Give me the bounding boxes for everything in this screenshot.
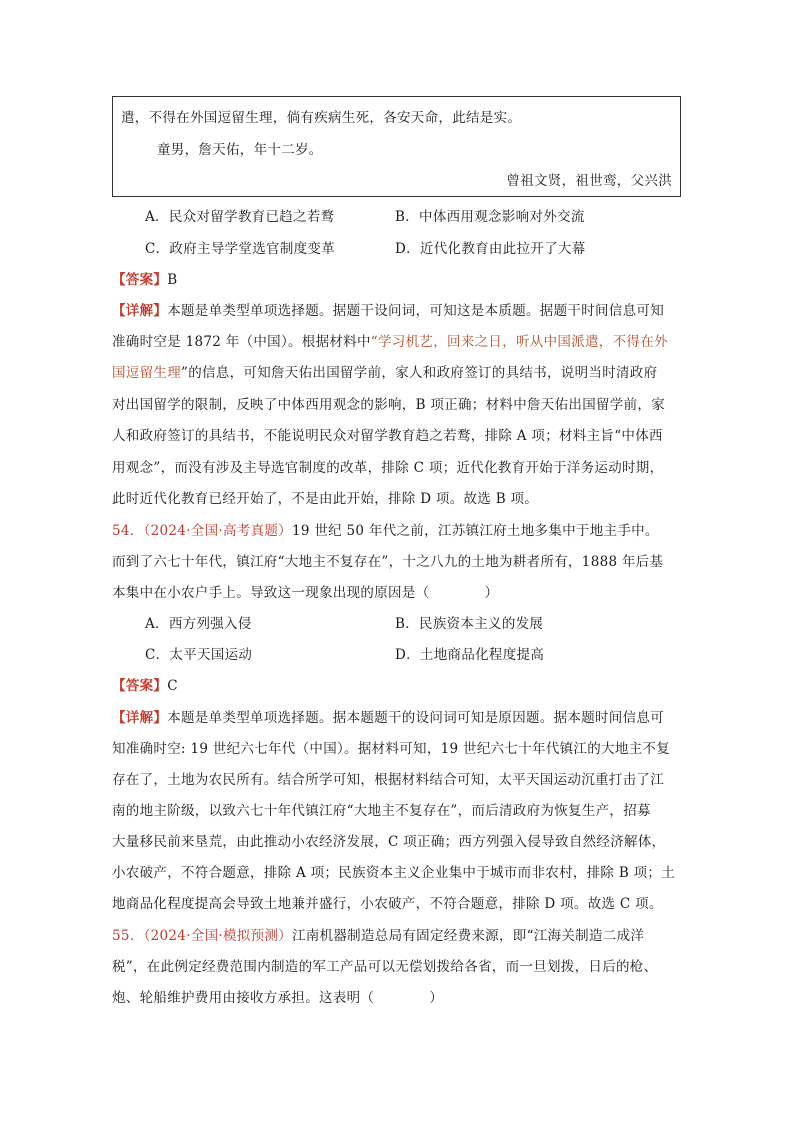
q53-option-c: C．政府主导学堂选官制度变革 xyxy=(145,241,336,257)
q54-detail-line-7: 地商品化程度提高会导致土地兼并盛行，小农破产，不符合题意，排除 D 项。故选 C 项。 xyxy=(112,896,663,912)
q54-stem-line-1 xyxy=(112,522,659,540)
detail-text: 本题是单类型单项选择题。据题干设问词，可知这是本质题。据题干时间信息可知 xyxy=(167,303,665,319)
q54-option-d: D．土地商品化程度提高 xyxy=(395,647,545,663)
source-quote-box xyxy=(112,96,681,197)
q55-stem-line-1 xyxy=(112,927,644,945)
q54-detail-line-3: 存在了，土地为农民所有。结合所学可知，根据材料结合可知，太平天国运动沉重打击了江 xyxy=(112,772,664,788)
q54-detail-line-1 xyxy=(112,709,664,727)
q54-stem-line-2: 而到了六七十年代，镇江府“大地主不复存在”，十之八九的土地为耕者所有，1888 年后基 xyxy=(112,554,664,570)
q54-detail-line-6: 小农破产，不符合题意，排除 A 项；民族资本主义企业集中于城市而非农村，排除 B 项；土 xyxy=(112,865,676,881)
question-stem: 江南机器制造总局有固定经费来源，即“江海关制造二成洋 xyxy=(291,928,645,944)
quote-line-1: 遣，不得在外国逗留生理，倘有疾病生死，各安天命，此结是实。 xyxy=(121,110,522,126)
question-number: 55． xyxy=(112,928,144,944)
detail-label: 【详解】 xyxy=(112,303,168,319)
q53-detail-line-1 xyxy=(112,302,664,320)
q54-option-a: A．西方列强入侵 xyxy=(145,616,252,632)
answer-label: 【答案】 xyxy=(112,678,168,694)
q53-detail-line-5: 人和政府签订的具结书，不能说明民众对留学教育趋之若鹜，排除 A 项；材料主旨“中体西 xyxy=(112,428,663,444)
q53-detail-line-6: 用观念”，而没有涉及主导选官制度的改革，排除 C 项；近代化教育开始于洋务运动时期， xyxy=(112,460,664,476)
q53-detail-line-3 xyxy=(112,364,657,382)
answer-label: 【答案】 xyxy=(112,272,168,288)
detail-label: 【详解】 xyxy=(112,710,168,726)
question-source: （2024·全国·模拟预测） xyxy=(143,928,292,944)
answer-value: C xyxy=(167,678,178,694)
detail-quote: 国逗留生理 xyxy=(112,365,181,381)
q53-option-b: B．中体西用观念影响对外交流 xyxy=(395,209,585,225)
q54-stem-line-3: 本集中在小农户手上。导致这一现象出现的原因是（ ） xyxy=(112,585,499,601)
detail-quote: “学习机艺，回来之日，听从中国派遣，不得在外 xyxy=(370,334,668,350)
q55-stem-line-3: 炮、轮船维护费用由接收方承担。这表明（ ） xyxy=(112,990,444,1006)
quote-line-2: 童男，詹天佑，年十二岁。 xyxy=(157,142,323,158)
answer-value: B xyxy=(167,272,178,288)
q53-option-d: D．近代化教育由此拉开了大幕 xyxy=(395,241,586,257)
q54-option-c: C．太平天国运动 xyxy=(145,647,253,663)
q54-option-b: B．民族资本主义的发展 xyxy=(395,616,544,632)
q53-detail-line-7: 此时近代化教育已经开始了，不是由此开始，排除 D 项。故选 B 项。 xyxy=(112,491,539,507)
q54-answer xyxy=(112,677,178,695)
question-stem: 19 世纪 50 年代之前，江苏镇江府土地多集中于地主手中。 xyxy=(291,523,659,539)
q53-answer xyxy=(112,271,177,289)
q53-option-a: A．民众对留学教育已趋之若鹜 xyxy=(145,209,335,225)
q54-detail-line-2: 知准确时空: 19 世纪六七年代（中国）。据材料可知，19 世纪六七十年代镇江的大地主不复 xyxy=(112,741,671,757)
q54-detail-line-4: 南的地主阶级，以致六七十年代镇江府“大地主不复存在”，而后清政府为恢复生产，招募 xyxy=(112,803,651,819)
q55-stem-line-2: 税”，在此例定经费范围内制造的军工产品可以无偿划拨给各省，而一旦划拨，日后的枪、 xyxy=(112,959,658,975)
question-source: （2024·全国·高考真题） xyxy=(143,523,292,539)
q53-detail-line-2 xyxy=(112,333,668,351)
quote-signature: 曾祖文贤，祖世鸾，父兴洪 xyxy=(506,173,672,189)
detail-text: 准确时空是 1872 年（中国）。根据材料中 xyxy=(112,334,371,350)
q53-detail-line-4: 对出国留学的限制，反映了中体西用观念的影响，B 项正确；材料中詹天佑出国留学前，家 xyxy=(112,397,666,413)
detail-text: 本题是单类型单项选择题。据本题题干的设问词可知是原因题。据本题时间信息可 xyxy=(167,710,665,726)
detail-text: ”的信息，可知詹天佑出国留学前，家人和政府签订的具结书，说明当时清政府 xyxy=(181,365,658,381)
question-number: 54． xyxy=(112,523,144,539)
q54-detail-line-5: 大量移民前来垦荒，由此推动小农经济发展，C 项正确；西方列强入侵导致自然经济解体， xyxy=(112,834,666,850)
